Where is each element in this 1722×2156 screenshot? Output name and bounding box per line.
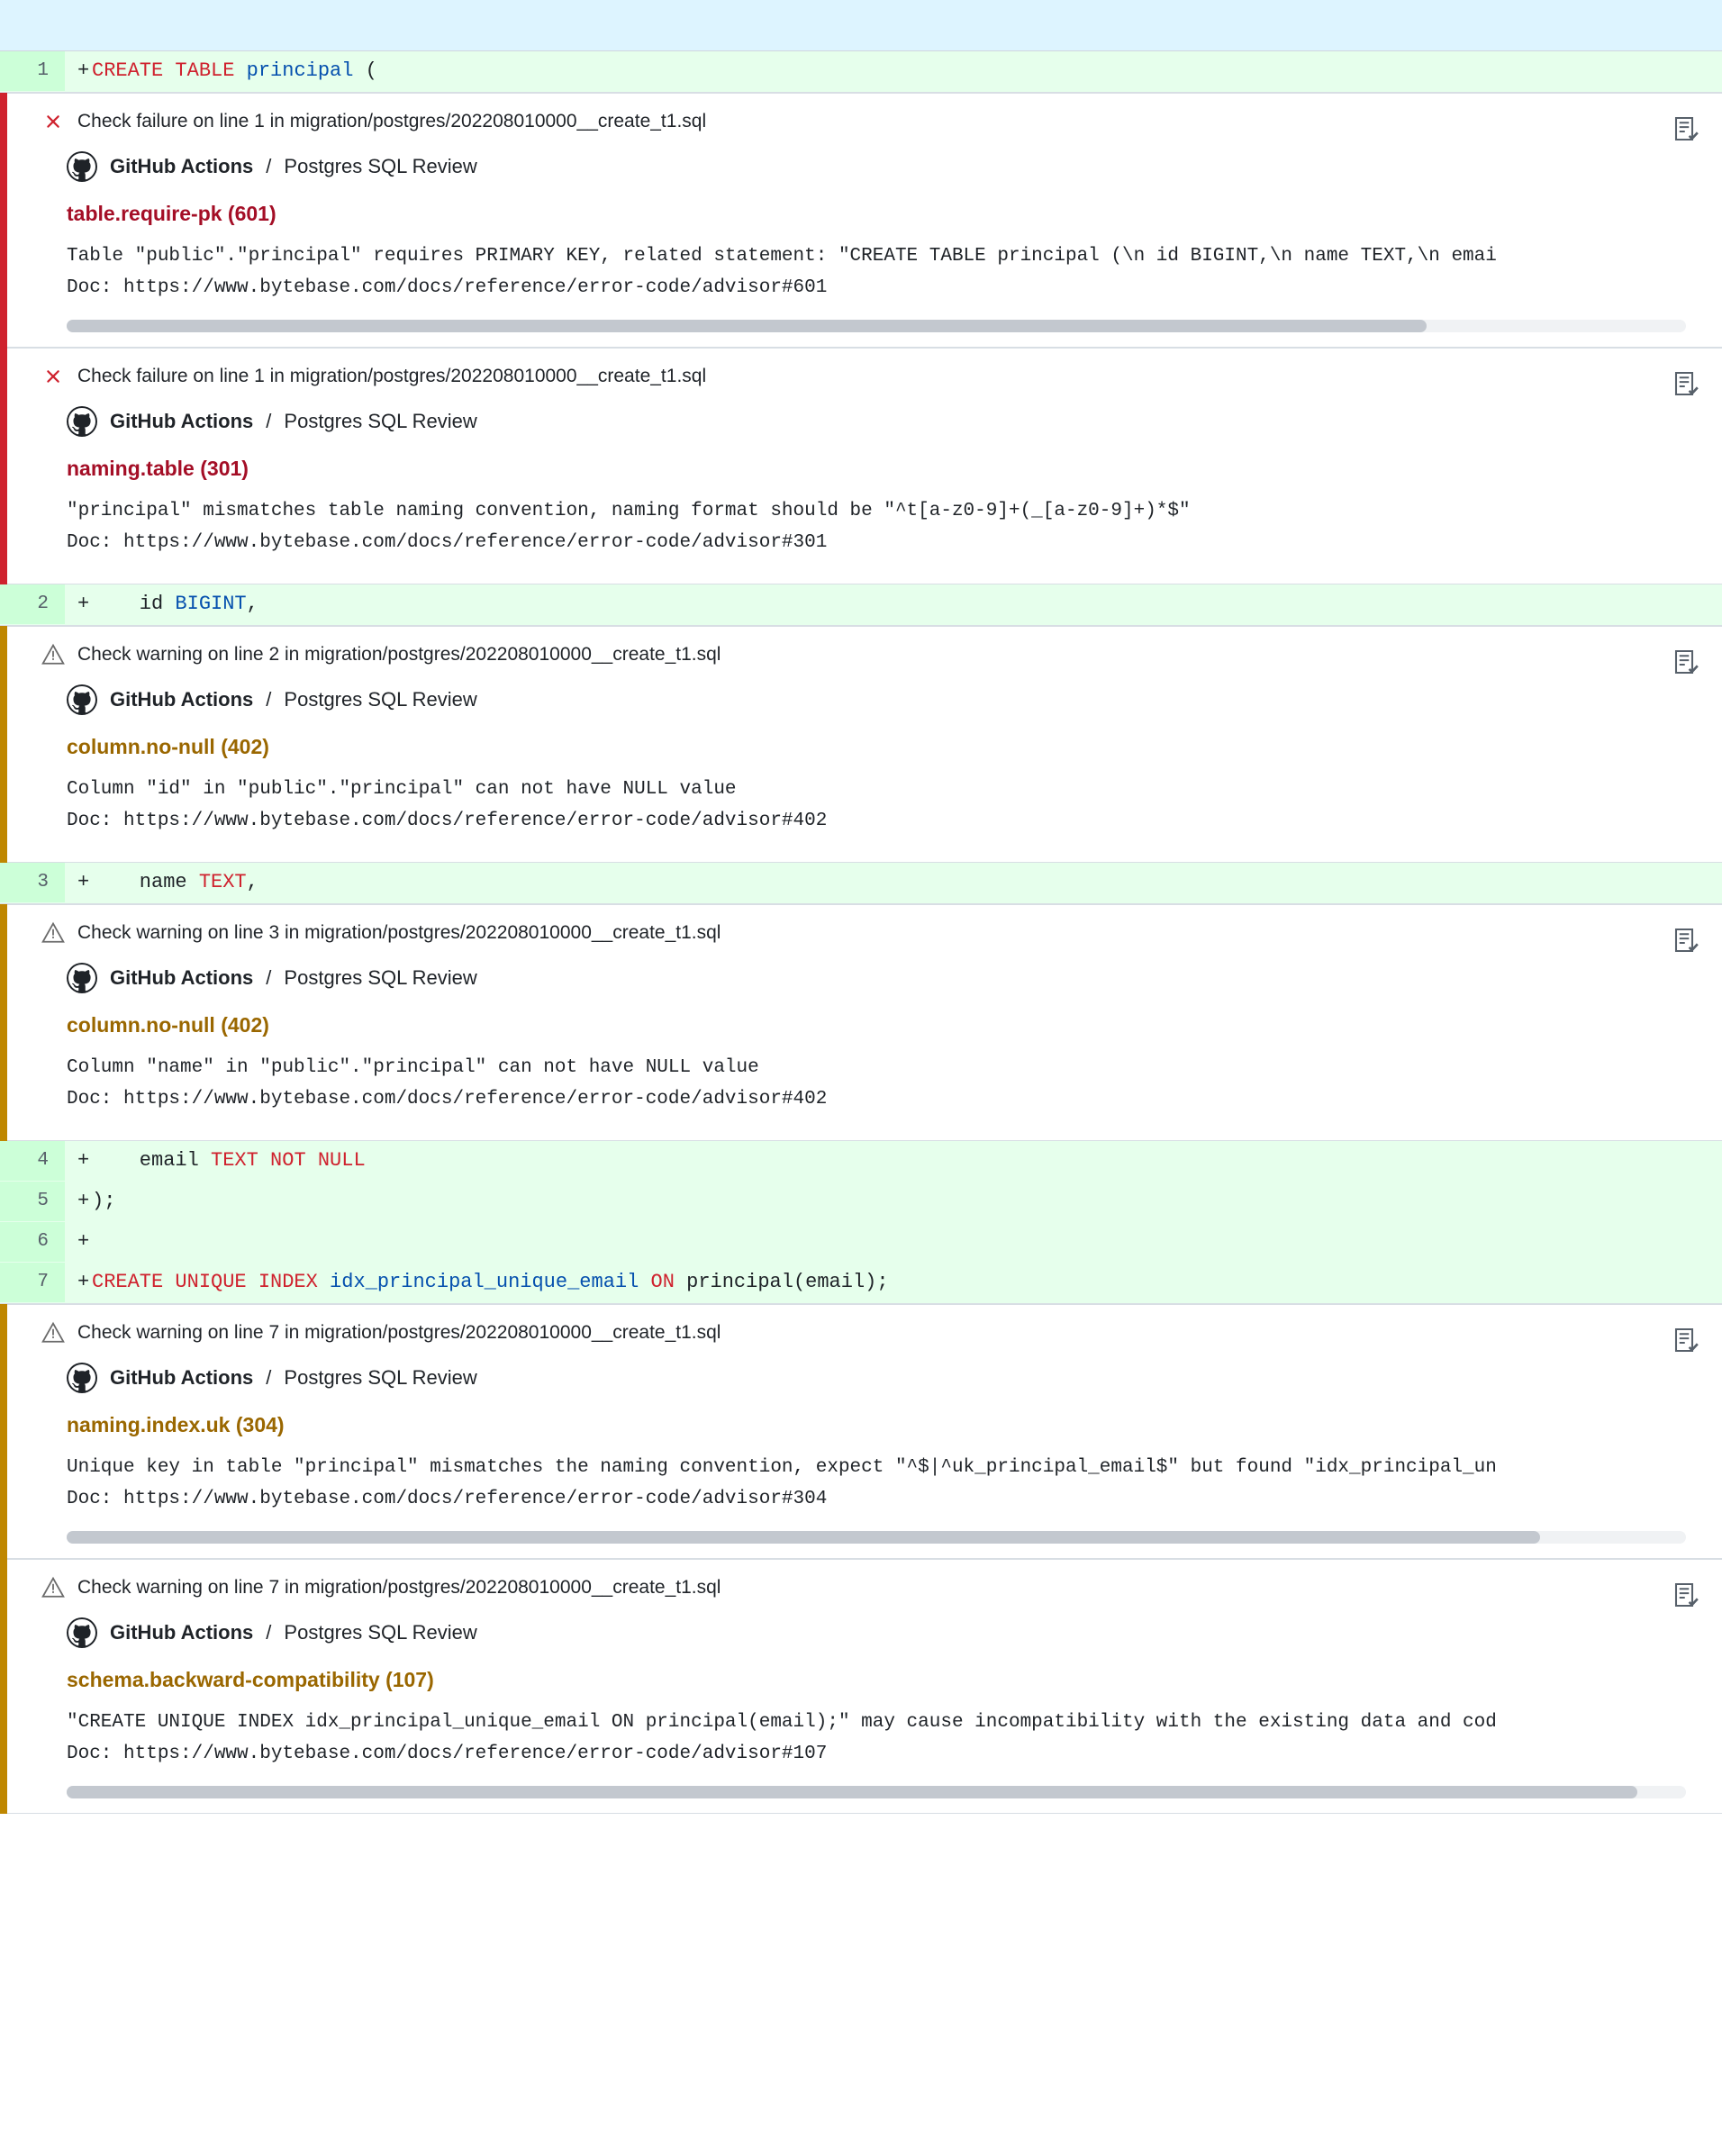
github-mark-icon xyxy=(67,1363,97,1393)
annotation-actor xyxy=(41,406,1686,437)
scrollbar-thumb[interactable] xyxy=(67,320,1427,332)
annotation-header-text: Check warning on line 3 in migration/postgres/202208010000__create_t1.sql xyxy=(77,922,721,943)
annotation-header xyxy=(41,1576,1686,1599)
annotation-message: "CREATE UNIQUE INDEX idx_principal_unique_email ON principal(email);" may cause incompatibility with the existing data and cod xyxy=(67,1712,1497,1733)
check-name[interactable]: Postgres SQL Review xyxy=(284,155,477,177)
diff-line-number[interactable]: 7 xyxy=(0,1263,65,1302)
actor-name[interactable]: GitHub Actions xyxy=(110,966,254,989)
annotation-horizontal-scrollbar[interactable] xyxy=(67,1531,1686,1544)
annotation-message: Column "id" in "public"."principal" can not have NULL value xyxy=(67,779,737,800)
annotation-menu-icon[interactable] xyxy=(1672,1580,1702,1610)
annotation-menu-icon[interactable] xyxy=(1672,647,1702,677)
annotation-actor xyxy=(41,1363,1686,1393)
actor-separator: / xyxy=(266,1621,272,1644)
check-annotation xyxy=(0,904,1722,1141)
annotation-header xyxy=(41,365,1686,388)
annotation-actor xyxy=(41,963,1686,993)
actor-name[interactable]: GitHub Actions xyxy=(110,1366,254,1389)
actor-separator: / xyxy=(266,410,272,432)
diff-line-number[interactable]: 1 xyxy=(0,51,65,91)
annotation-doc-link[interactable]: Doc: https://www.bytebase.com/docs/reference/error-code/advisor#304 xyxy=(67,1489,828,1509)
annotation-doc-link[interactable]: Doc: https://www.bytebase.com/docs/reference/error-code/advisor#601 xyxy=(67,277,828,298)
check-name[interactable]: Postgres SQL Review xyxy=(284,966,477,989)
annotation-message: Table "public"."principal" requires PRIMARY KEY, related statement: "CREATE TABLE principal (\n id BIGINT,\n name TEXT,\n emai xyxy=(67,246,1497,267)
diff-line-sign: + xyxy=(77,593,90,615)
check-annotation xyxy=(0,348,1722,584)
check-name[interactable]: Postgres SQL Review xyxy=(284,1621,477,1644)
annotation-actor xyxy=(41,684,1686,715)
diff-line-code: CREATE UNIQUE INDEX idx_principal_unique_email ON principal(email); xyxy=(92,1271,889,1293)
check-annotation xyxy=(0,1304,1722,1559)
diff-line-sign: + xyxy=(77,1271,90,1293)
diff-line xyxy=(0,51,1722,92)
annotation-spacer xyxy=(41,837,1686,856)
diff-hunk xyxy=(0,51,1722,93)
annotation-rule-title: column.no-null (402) xyxy=(67,1013,269,1037)
annotation-menu-icon[interactable] xyxy=(1672,1325,1702,1355)
diff-line xyxy=(0,1263,1722,1303)
top-highlight-strip xyxy=(0,0,1722,51)
warning-triangle-icon xyxy=(41,1576,65,1599)
diff-line-number[interactable]: 6 xyxy=(0,1222,65,1262)
annotation-inner xyxy=(0,921,1722,1135)
annotation-menu-icon[interactable] xyxy=(1672,925,1702,956)
annotation-inner xyxy=(0,643,1722,856)
x-icon xyxy=(41,365,65,388)
actor-name[interactable]: GitHub Actions xyxy=(110,1621,254,1644)
warning-triangle-icon xyxy=(41,1321,65,1345)
diff-line-code: email TEXT NOT NULL xyxy=(92,1149,366,1172)
diff-hunk xyxy=(0,863,1722,904)
diff-line xyxy=(0,1222,1722,1263)
annotation-inner xyxy=(0,365,1722,578)
annotation-header-text: Check warning on line 7 in migration/postgres/202208010000__create_t1.sql xyxy=(77,1322,721,1343)
annotation-doc-link[interactable]: Doc: https://www.bytebase.com/docs/reference/error-code/advisor#402 xyxy=(67,1089,828,1110)
diff-line-sign: + xyxy=(77,871,90,893)
annotation-message: Unique key in table "principal" mismatches the naming convention, expect "^$|^uk_principal_email$" but found "idx_principal_un xyxy=(67,1457,1497,1478)
diff-line xyxy=(0,1182,1722,1222)
annotation-message: Column "name" in "public"."principal" can not have NULL value xyxy=(67,1057,759,1078)
annotation-message: "principal" mismatches table naming convention, naming format should be "^t[a-z0-9]+(_[a-z0-9]+)*$" xyxy=(67,501,1191,521)
diff-line-number[interactable]: 2 xyxy=(0,584,65,624)
check-annotation xyxy=(0,1559,1722,1814)
annotation-header-text: Check failure on line 1 in migration/postgres/202208010000__create_t1.sql xyxy=(77,366,707,386)
annotation-menu-icon[interactable] xyxy=(1672,368,1702,399)
annotation-doc-link[interactable]: Doc: https://www.bytebase.com/docs/reference/error-code/advisor#107 xyxy=(67,1744,828,1764)
annotation-doc-link[interactable]: Doc: https://www.bytebase.com/docs/reference/error-code/advisor#402 xyxy=(67,811,828,831)
annotation-inner xyxy=(0,1576,1722,1798)
actor-name[interactable]: GitHub Actions xyxy=(110,155,254,177)
warning-triangle-icon xyxy=(41,921,65,945)
annotation-spacer xyxy=(41,1115,1686,1135)
actor-name[interactable]: GitHub Actions xyxy=(110,688,254,711)
check-name[interactable]: Postgres SQL Review xyxy=(284,1366,477,1389)
diff-line-code: CREATE TABLE principal ( xyxy=(92,59,377,82)
github-mark-icon xyxy=(67,1617,97,1648)
diff-line-number[interactable]: 4 xyxy=(0,1141,65,1181)
diff-hunk xyxy=(0,1141,1722,1304)
diff-line-number[interactable]: 5 xyxy=(0,1182,65,1221)
x-icon xyxy=(41,110,65,133)
github-mark-icon xyxy=(67,684,97,715)
check-annotation xyxy=(0,626,1722,863)
diff-line-code: name TEXT, xyxy=(92,871,258,893)
annotation-header xyxy=(41,643,1686,666)
annotation-inner xyxy=(0,110,1722,332)
diff-line-code: ); xyxy=(92,1190,116,1212)
actor-separator: / xyxy=(266,966,272,989)
annotation-spacer xyxy=(41,558,1686,578)
annotation-horizontal-scrollbar[interactable] xyxy=(67,1786,1686,1798)
warning-triangle-icon xyxy=(41,643,65,666)
annotation-header xyxy=(41,1321,1686,1345)
annotation-doc-link[interactable]: Doc: https://www.bytebase.com/docs/reference/error-code/advisor#301 xyxy=(67,532,828,553)
diff-line xyxy=(0,863,1722,903)
check-name[interactable]: Postgres SQL Review xyxy=(284,410,477,432)
actor-separator: / xyxy=(266,155,272,177)
annotation-inner xyxy=(0,1321,1722,1544)
annotation-actor xyxy=(41,1617,1686,1648)
annotation-horizontal-scrollbar[interactable] xyxy=(67,320,1686,332)
diff-line-sign: + xyxy=(77,59,90,82)
annotation-header-text: Check warning on line 7 in migration/postgres/202208010000__create_t1.sql xyxy=(77,1577,721,1598)
diff-line xyxy=(0,1141,1722,1182)
annotation-menu-icon[interactable] xyxy=(1672,113,1702,144)
annotation-rule-title: column.no-null (402) xyxy=(67,735,269,758)
diff-line-sign: + xyxy=(77,1149,90,1172)
scrollbar-thumb[interactable] xyxy=(67,1786,1637,1798)
annotation-header xyxy=(41,921,1686,945)
actor-name[interactable]: GitHub Actions xyxy=(110,410,254,432)
diff-line-sign: + xyxy=(77,1230,90,1253)
annotation-header-text: Check failure on line 1 in migration/postgres/202208010000__create_t1.sql xyxy=(77,111,707,131)
diff-line-number[interactable]: 3 xyxy=(0,863,65,902)
github-mark-icon xyxy=(67,151,97,182)
annotation-header xyxy=(41,110,1686,133)
github-mark-icon xyxy=(67,963,97,993)
actor-separator: / xyxy=(266,1366,272,1389)
scrollbar-thumb[interactable] xyxy=(67,1531,1540,1544)
annotation-rule-title: table.require-pk (601) xyxy=(67,202,276,225)
check-annotation xyxy=(0,93,1722,348)
diff-line xyxy=(0,584,1722,625)
annotation-actor xyxy=(41,151,1686,182)
github-mark-icon xyxy=(67,406,97,437)
annotation-header-text: Check warning on line 2 in migration/postgres/202208010000__create_t1.sql xyxy=(77,644,721,665)
diff-line-sign: + xyxy=(77,1190,90,1212)
diff-content xyxy=(0,51,1722,1814)
diff-hunk xyxy=(0,584,1722,626)
annotation-rule-title: schema.backward-compatibility (107) xyxy=(67,1668,434,1691)
annotation-rule-title: naming.index.uk (304) xyxy=(67,1413,285,1436)
annotation-rule-title: naming.table (301) xyxy=(67,457,249,480)
actor-separator: / xyxy=(266,688,272,711)
check-name[interactable]: Postgres SQL Review xyxy=(284,688,477,711)
diff-line-code: id BIGINT, xyxy=(92,593,258,615)
